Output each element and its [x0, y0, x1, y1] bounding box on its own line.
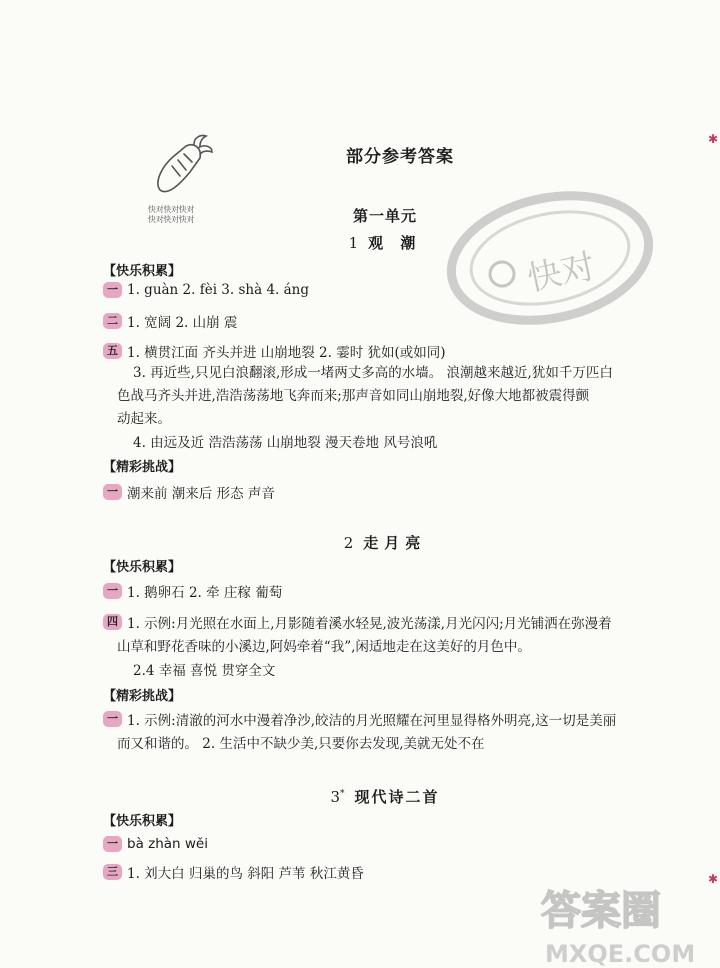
question-badge: 一 [103, 583, 122, 599]
lesson-number: 3* [330, 788, 345, 806]
answer-text: 1. 示例:月光照在水面上,月影随着溪水轻晃,波光荡漾,月光闪闪;月光铺洒在弥漫着 [127, 616, 612, 632]
answer-line: 3. 再近些,只见白浪翻滚,形成一堵两丈多高的水墙。 浪潮越来越近,犹如千万匹白 [133, 365, 613, 381]
answer-line: 2.4 幸福 喜悦 贯穿全文 [133, 663, 276, 679]
answer-row [103, 482, 275, 502]
answer-row [103, 311, 237, 331]
lesson-name: 观 潮 [368, 234, 422, 252]
unit-title: 第一单元 [352, 207, 417, 225]
section-kuaile: 【快乐积累】 [103, 814, 182, 829]
lesson-name: 现代诗二首 [354, 788, 440, 806]
kuaidui-stamp-watermark [440, 178, 660, 328]
edge-star-icon: ✱ [707, 132, 718, 146]
question-badge: 一 [103, 836, 122, 852]
lesson-title [0, 786, 720, 807]
page-title: 部分参考答案 [346, 147, 454, 167]
mascot-caption-line: 快对快对快对 [148, 215, 195, 224]
question-badge: 一 [103, 484, 122, 500]
edge-star-icon: ✱ [707, 872, 718, 886]
watermark-title: 答案圈 [541, 888, 661, 934]
answer-text: 潮来前 潮来后 形态 声音 [127, 486, 275, 502]
answer-line: 山草和野花香味的小溪边,阿妈牵着“我”,闲适地走在这美好的月色中。 [117, 639, 531, 655]
question-badge: 二 [103, 313, 122, 329]
question-badge: 一 [103, 711, 122, 727]
lesson-number: 1 [348, 234, 359, 252]
answer-row [103, 862, 364, 882]
section-jingcai: 【精彩挑战】 [103, 460, 182, 475]
answer-text: 1. guàn 2. fèi 3. shà 4. áng [127, 282, 309, 298]
answer-row [103, 709, 616, 729]
question-badge: 四 [103, 614, 122, 630]
answer-text: bà zhàn wěi [127, 836, 208, 852]
question-badge: 一 [103, 282, 122, 298]
answer-row [103, 834, 208, 854]
section-kuaile: 【快乐积累】 [103, 264, 182, 279]
stamp-text: 快对 [523, 246, 599, 300]
answer-line: 动起来。 [117, 411, 171, 427]
answer-line: 4. 由远及近 浩浩荡荡 山崩地裂 漫天卷地 风号浪吼 [133, 435, 438, 451]
answer-row [103, 581, 282, 601]
answer-row [103, 612, 612, 632]
watermark-url: MXQE.COM [545, 940, 696, 968]
answer-text: 1. 宽阔 2. 山崩 震 [127, 315, 238, 331]
answer-text: 1. 示例:清澈的河水中漫着净沙,皎洁的月光照耀在河里显得格外明亮,这一切是美丽 [127, 713, 617, 729]
answer-text: 1. 刘大白 归巢的鸟 斜阳 芦苇 秋江黄昏 [127, 866, 364, 882]
answer-row [103, 280, 309, 300]
mxqe-watermark-logo [535, 878, 720, 968]
lesson-title [0, 532, 720, 553]
answer-row [103, 341, 446, 361]
section-kuaile: 【快乐积累】 [103, 560, 182, 575]
answer-text: 1. 鹅卵石 2. 牵 庄稼 葡萄 [127, 585, 283, 601]
star-mark: * [340, 789, 345, 799]
lesson-name: 走月亮 [363, 534, 427, 552]
answer-line: 色战马齐头并进,浩浩荡荡地飞奔而来;那声音如同山崩地裂,好像大地都被震得颤 [117, 388, 590, 404]
answer-text: 1. 横贯江面 齐头并进 山崩地裂 2. 霎时 犹如(或如同) [127, 345, 446, 361]
lesson-number: 2 [343, 534, 354, 552]
answer-line: 而又和谐的。 2. 生活中不缺少美,只要你去发现,美就无处不在 [117, 736, 485, 752]
question-badge: 五 [103, 343, 122, 359]
question-badge: 三 [103, 864, 122, 880]
section-jingcai: 【精彩挑战】 [103, 689, 182, 704]
mascot-caption-line: 快对快对快对 [148, 205, 195, 214]
lesson-title [0, 232, 720, 253]
